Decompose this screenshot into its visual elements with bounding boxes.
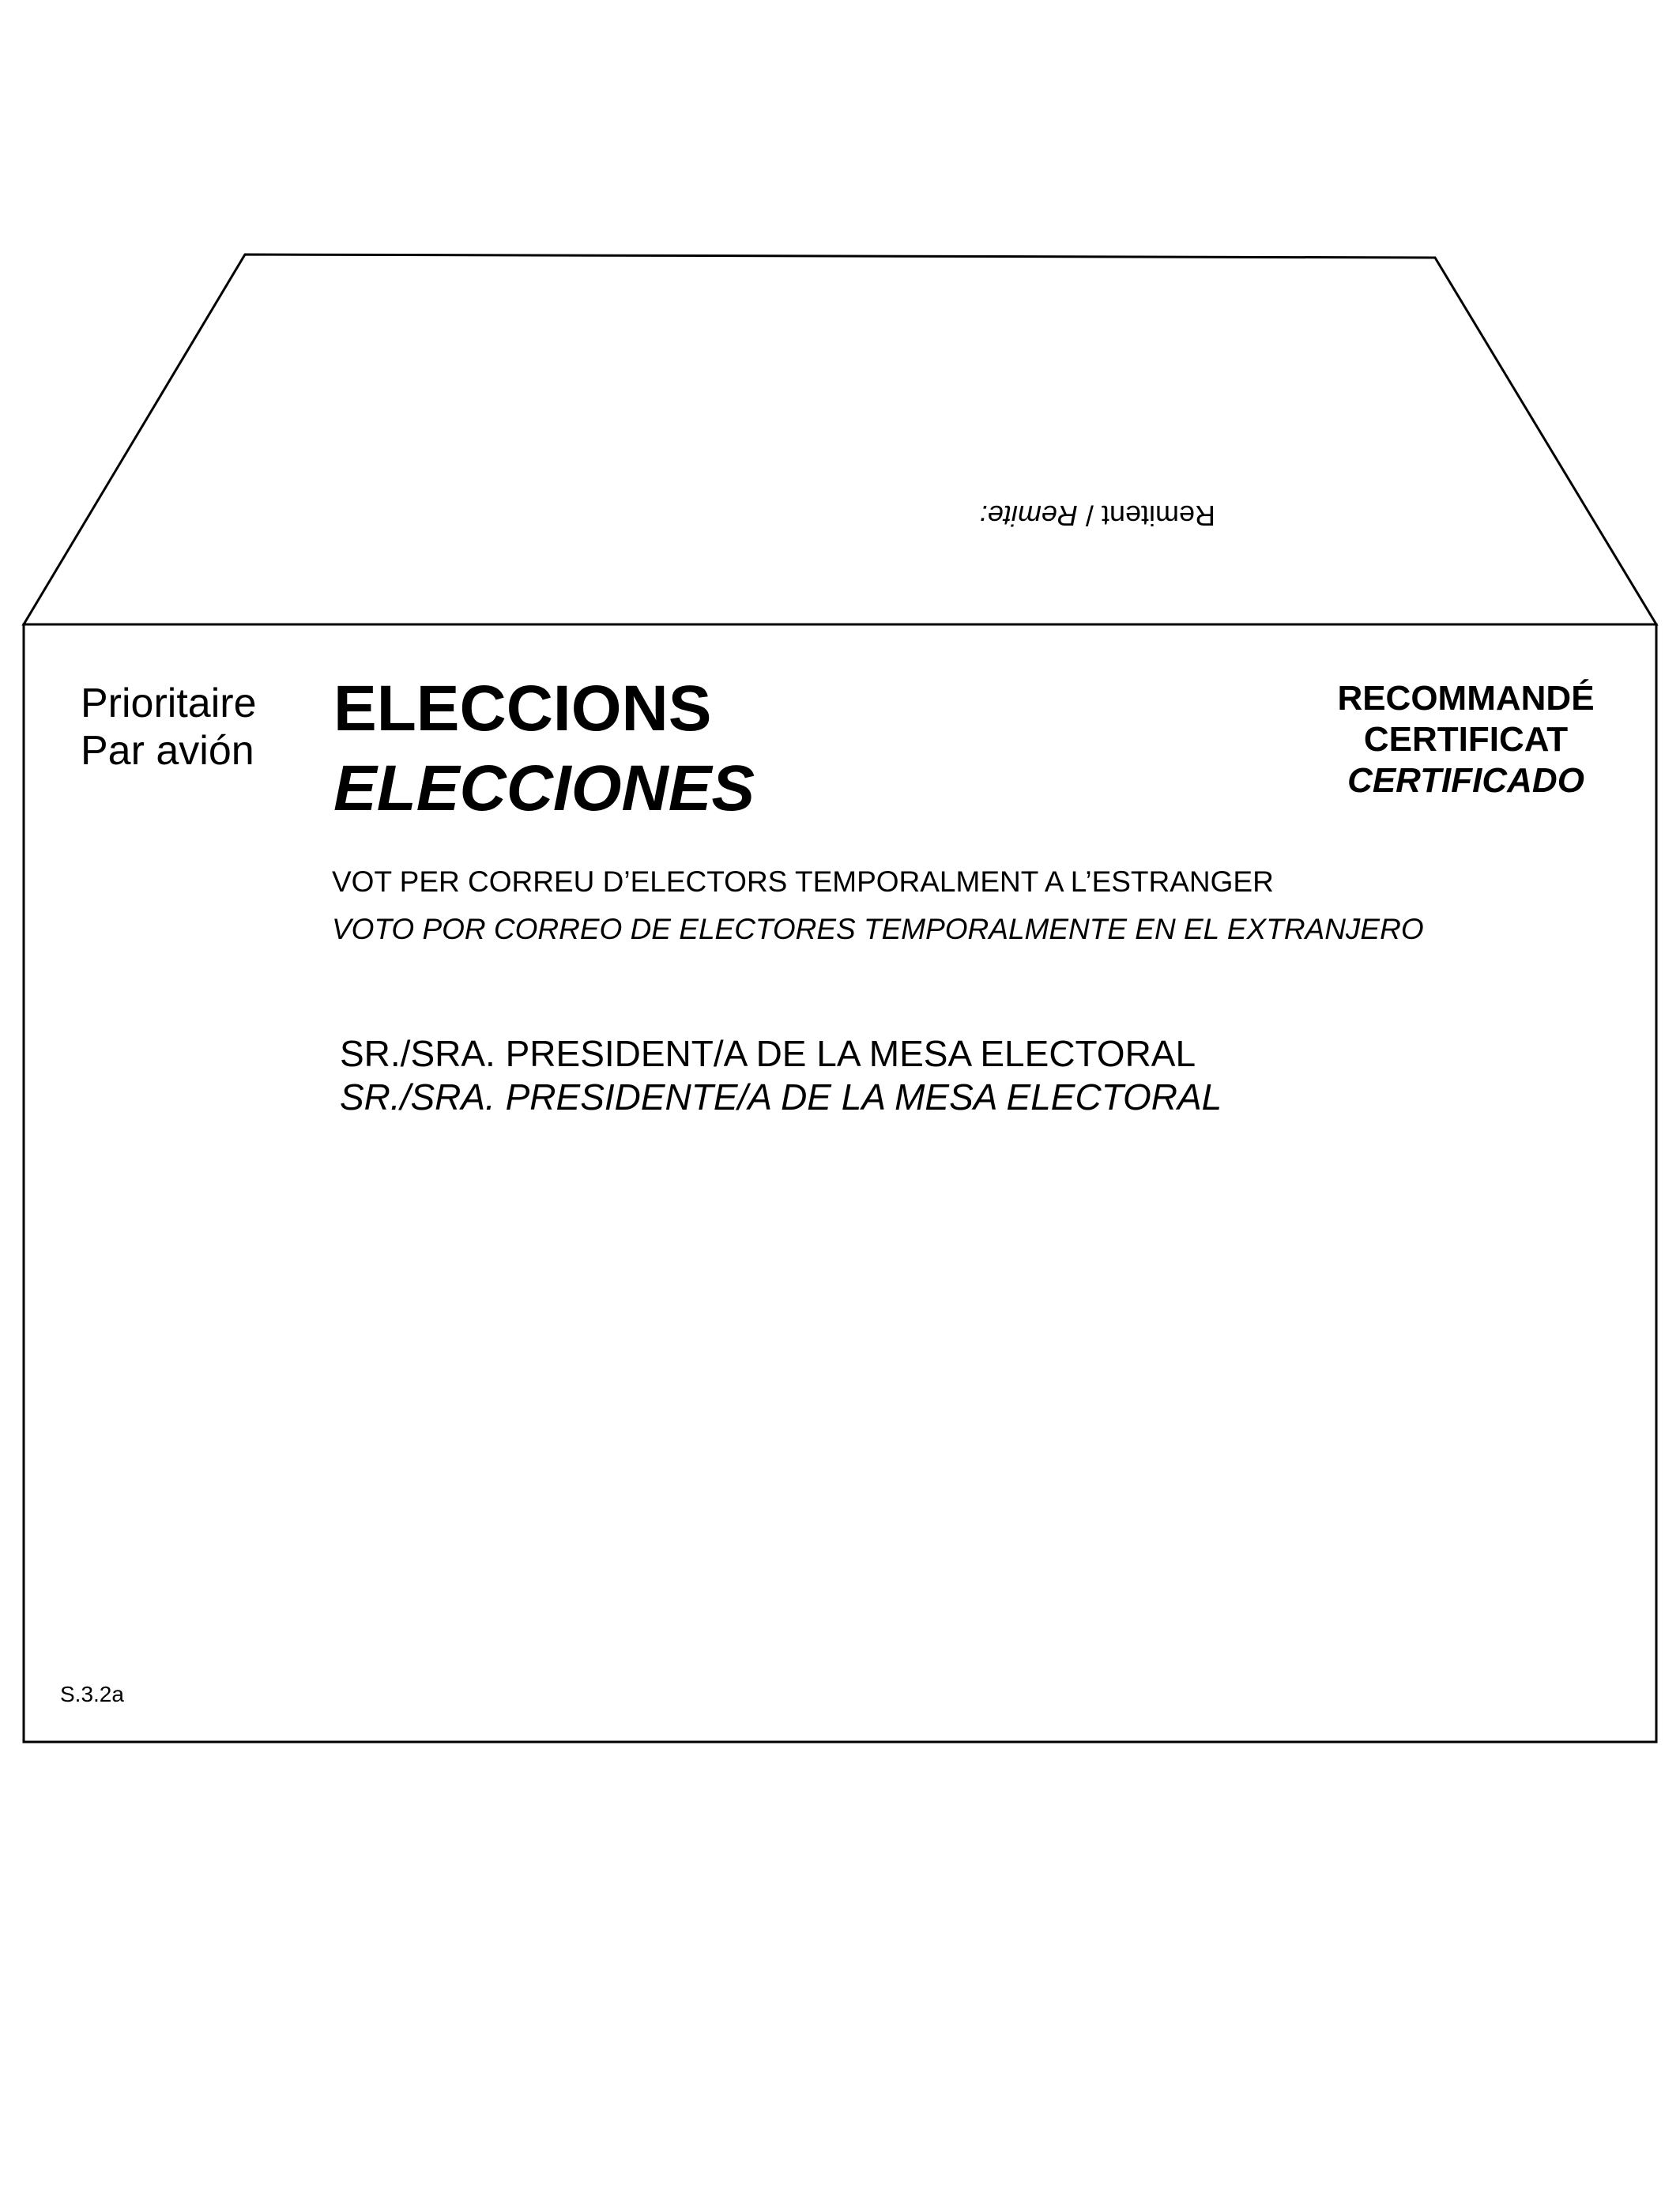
title-spanish: ELECCIONES <box>333 752 755 824</box>
registered-line-fr: RECOMMANDÉ <box>1337 679 1595 718</box>
registered-line-ca: CERTIFICAT <box>1363 720 1569 759</box>
air-mail-line: Par avión <box>81 728 254 774</box>
priority-line: Prioritaire <box>81 680 257 726</box>
sender-label-es: Remite: <box>979 499 1078 532</box>
envelope-flap <box>24 254 1656 624</box>
sender-label-separator: / <box>1077 499 1102 532</box>
registered-mail-mark <box>1312 678 1620 801</box>
title-catalan: ELECCIONS <box>333 673 712 745</box>
sender-label-ca: Remitent <box>1101 499 1215 532</box>
priority-mark <box>81 680 257 775</box>
registered-line-es: CERTIFICADO <box>1347 761 1584 800</box>
form-code: S.3.2a <box>60 1682 124 1706</box>
vote-description-spanish: VOTO POR CORREO DE ELECTORES TEMPORALMENTE EN EL EXTRANJERO <box>332 913 1424 945</box>
sender-label <box>980 501 1215 530</box>
recipient-spanish: SR./SRA. PRESIDENTE/A DE LA MESA ELECTORAL <box>340 1076 1222 1118</box>
vote-description-catalan: VOT PER CORREU D’ELECTORS TEMPORALMENT A L’ESTRANGER <box>332 865 1274 898</box>
recipient-catalan: SR./SRA. PRESIDENT/A DE LA MESA ELECTORAL <box>340 1033 1196 1074</box>
